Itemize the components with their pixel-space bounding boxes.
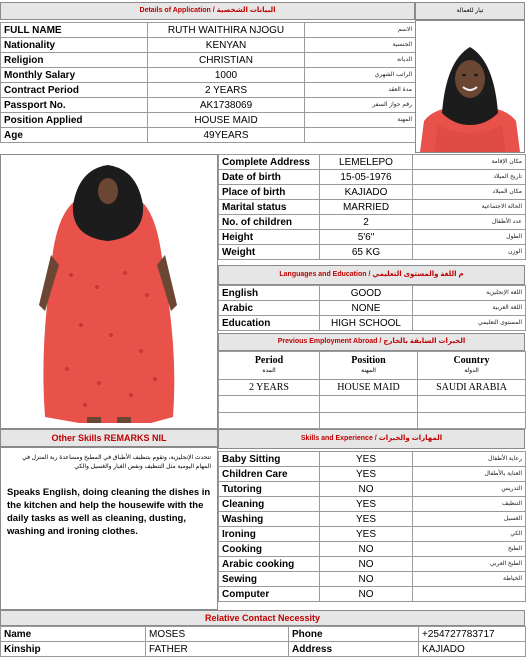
personal-value: 49YEARS — [148, 128, 305, 143]
employment-period: 2 YEARS — [219, 380, 320, 396]
language-label: English — [219, 286, 320, 301]
skill-label: Children Care — [219, 467, 320, 482]
personal-row — [1, 83, 416, 98]
personal-label: Contract Period — [1, 83, 148, 98]
detail-row — [219, 245, 526, 260]
headshot-image — [416, 21, 524, 152]
relative-contact-header: Relative Contact Necessity — [0, 610, 525, 626]
skill-row — [219, 572, 526, 587]
skill-row — [219, 542, 526, 557]
language-label-ar: اللغة العربية — [413, 301, 526, 316]
personal-value: HOUSE MAID — [148, 113, 305, 128]
skill-row — [219, 452, 526, 467]
contact-value: MOSES — [146, 627, 289, 642]
skill-label: Arabic cooking — [219, 557, 320, 572]
language-value: GOOD — [320, 286, 413, 301]
skill-value: YES — [320, 512, 413, 527]
skill-value: YES — [320, 452, 413, 467]
personal-label-ar — [305, 128, 416, 143]
languages-header — [218, 265, 525, 285]
skill-label-ar: رعاية الأطفال — [413, 452, 526, 467]
detail-label: Marital status — [219, 200, 320, 215]
skill-value: NO — [320, 572, 413, 587]
skill-value: NO — [320, 557, 413, 572]
personal-label-ar: الراتب الشهري — [305, 68, 416, 83]
skill-label-ar: الطبخ العربي — [413, 557, 526, 572]
skill-value: NO — [320, 587, 413, 602]
personal-label-ar: الجنسية — [305, 38, 416, 53]
skill-value: NO — [320, 482, 413, 497]
language-label-ar: اللغة الإنجليزية — [413, 286, 526, 301]
skill-row — [219, 587, 526, 602]
skill-row — [219, 467, 526, 482]
contact-value: +254727783717 — [419, 627, 526, 642]
details-table — [218, 154, 525, 260]
language-value: NONE — [320, 301, 413, 316]
skill-value: YES — [320, 497, 413, 512]
language-label: Education — [219, 316, 320, 331]
other-skills-header: Other Skills REMARKS NIL — [0, 429, 218, 447]
contact-label: Name — [1, 627, 146, 642]
other-skills-text: Speaks English, doing cleaning the dishes in the kitchen and help the housewife with the daily tasks as well as cleaning, dusting, washing and ironing clothes. — [7, 487, 211, 537]
skill-label-ar: التنظيف — [413, 497, 526, 512]
contact-value: KAJIADO — [419, 642, 526, 657]
detail-row — [219, 215, 526, 230]
detail-value: 65 KG — [320, 245, 413, 260]
personal-value: AK1738069 — [148, 98, 305, 113]
skill-row — [219, 512, 526, 527]
col-position-en: Position — [351, 354, 386, 366]
detail-label-ar: الحالة الاجتماعية — [413, 200, 526, 215]
skills-header-en: Skills and Experience / — [300, 435, 377, 442]
employment-col-country — [418, 352, 526, 380]
personal-label-ar: الاسم — [305, 23, 416, 38]
languages-table — [218, 285, 525, 331]
detail-label: Date of birth — [219, 170, 320, 185]
skill-label: Baby Sitting — [219, 452, 320, 467]
employment-col-position — [320, 352, 418, 380]
detail-label: Weight — [219, 245, 320, 260]
skill-label: Sewing — [219, 572, 320, 587]
skill-row — [219, 557, 526, 572]
header-title-ar: البيانات الشخصية — [216, 7, 276, 14]
detail-value: MARRIED — [320, 200, 413, 215]
personal-label-ar: الديانة — [305, 53, 416, 68]
full-body-photo — [0, 154, 218, 429]
skill-label-ar — [413, 587, 526, 602]
skill-value: YES — [320, 527, 413, 542]
headshot-photo — [415, 20, 525, 153]
detail-row — [219, 155, 526, 170]
header-title-en: Details of Application / — [139, 7, 215, 14]
skill-label-ar: الغسيل — [413, 512, 526, 527]
detail-label: Complete Address — [219, 155, 320, 170]
skill-value: YES — [320, 467, 413, 482]
language-label-ar: المستوى التعليمي — [413, 316, 526, 331]
detail-value: LEMELEPO — [320, 155, 413, 170]
skill-label-ar: الطبخ — [413, 542, 526, 557]
employment-position: HOUSE MAID — [320, 380, 418, 396]
skills-header-ar: المهارات والخبرات — [378, 435, 443, 442]
detail-row — [219, 185, 526, 200]
skill-row — [219, 497, 526, 512]
employment-header — [218, 333, 525, 351]
detail-label: Place of birth — [219, 185, 320, 200]
detail-row — [219, 230, 526, 245]
languages-header-en: Languages and Education / م — [279, 271, 464, 278]
personal-row — [1, 98, 416, 113]
personal-value: CHRISTIAN — [148, 53, 305, 68]
detail-label-ar: تاريخ الميلاد — [413, 170, 526, 185]
personal-row — [1, 23, 416, 38]
detail-label-ar: مكان الإقامة — [413, 155, 526, 170]
application-header — [0, 2, 415, 20]
skill-label-ar: الخياطة — [413, 572, 526, 587]
personal-label-ar: رقم جواز السفر — [305, 98, 416, 113]
col-period-ar: المدة — [262, 367, 276, 374]
personal-label-ar: مدة العقد — [305, 83, 416, 98]
skill-label: Cooking — [219, 542, 320, 557]
photo-header-ar: تيار للعمالة — [456, 8, 484, 14]
employment-country: SAUDI ARABIA — [418, 380, 526, 396]
language-label: Arabic — [219, 301, 320, 316]
detail-value: KAJIADO — [320, 185, 413, 200]
photo-header — [415, 2, 525, 20]
relative-contact-table — [0, 626, 525, 657]
employment-header-en: Previous Employment Abroad / — [277, 338, 382, 345]
personal-label: Monthly Salary — [1, 68, 148, 83]
language-row — [219, 301, 526, 316]
skills-header — [218, 429, 525, 449]
language-row — [219, 286, 526, 301]
skill-label: Washing — [219, 512, 320, 527]
personal-value: RUTH WAITHIRA NJOGU — [148, 23, 305, 38]
personal-info-table — [0, 22, 415, 143]
col-position-ar: المهنة — [361, 367, 376, 374]
detail-label: No. of children — [219, 215, 320, 230]
skills-table — [218, 451, 525, 602]
col-country-ar: الدولة — [464, 367, 479, 374]
skill-row — [219, 482, 526, 497]
language-value: HIGH SCHOOL — [320, 316, 413, 331]
skill-label-ar: التدريس — [413, 482, 526, 497]
detail-value: 5'6" — [320, 230, 413, 245]
skill-label: Cleaning — [219, 497, 320, 512]
personal-row — [1, 128, 416, 143]
detail-value: 2 — [320, 215, 413, 230]
personal-label: Position Applied — [1, 113, 148, 128]
detail-label-ar: الطول — [413, 230, 526, 245]
contact-row — [1, 642, 526, 657]
other-skills-box — [0, 447, 218, 610]
personal-value: 1000 — [148, 68, 305, 83]
detail-label: Height — [219, 230, 320, 245]
personal-label: FULL NAME — [1, 23, 148, 38]
skill-label: Tutoring — [219, 482, 320, 497]
detail-label-ar: الوزن — [413, 245, 526, 260]
languages-header-ar: اللغة والمستوى التعليمي — [372, 271, 457, 278]
col-country-en: Country — [453, 354, 490, 366]
personal-value: 2 YEARS — [148, 83, 305, 98]
personal-label: Passport No. — [1, 98, 148, 113]
personal-label: Nationality — [1, 38, 148, 53]
employment-col-period — [219, 352, 320, 380]
skill-label-ar: العناية بالأطفال — [413, 467, 526, 482]
skill-label: Computer — [219, 587, 320, 602]
contact-label: Phone — [289, 627, 419, 642]
personal-value: KENYAN — [148, 38, 305, 53]
full-body-image — [1, 155, 217, 428]
personal-row — [1, 68, 416, 83]
detail-label-ar: عدد الأطفال — [413, 215, 526, 230]
contact-row — [1, 627, 526, 642]
employment-header-ar: الخبرات السابقة بالخارج — [383, 338, 466, 345]
personal-row — [1, 113, 416, 128]
skill-label: Ironing — [219, 527, 320, 542]
personal-label: Religion — [1, 53, 148, 68]
personal-row — [1, 38, 416, 53]
other-skills-arabic: تتحدث الإنجليزية، وتقوم بتنظيف الأطباق في المطبخ ومساعدة ربة المنزل في المهام اليومية مثل التنظيف ونفض الغبار والغسيل والكي — [22, 455, 211, 470]
personal-label-ar: المهنة — [305, 113, 416, 128]
col-period-en: Period — [254, 354, 284, 366]
skill-value: NO — [320, 542, 413, 557]
personal-row — [1, 53, 416, 68]
detail-label-ar: مكان الميلاد — [413, 185, 526, 200]
detail-row — [219, 170, 526, 185]
skill-row — [219, 527, 526, 542]
skill-label-ar: الكي — [413, 527, 526, 542]
contact-label: Kinship — [1, 642, 146, 657]
detail-row — [219, 200, 526, 215]
personal-label: Age — [1, 128, 148, 143]
detail-value: 15-05-1976 — [320, 170, 413, 185]
contact-value: FATHER — [146, 642, 289, 657]
contact-label: Address — [289, 642, 419, 657]
employment-table — [218, 351, 525, 429]
language-row — [219, 316, 526, 331]
